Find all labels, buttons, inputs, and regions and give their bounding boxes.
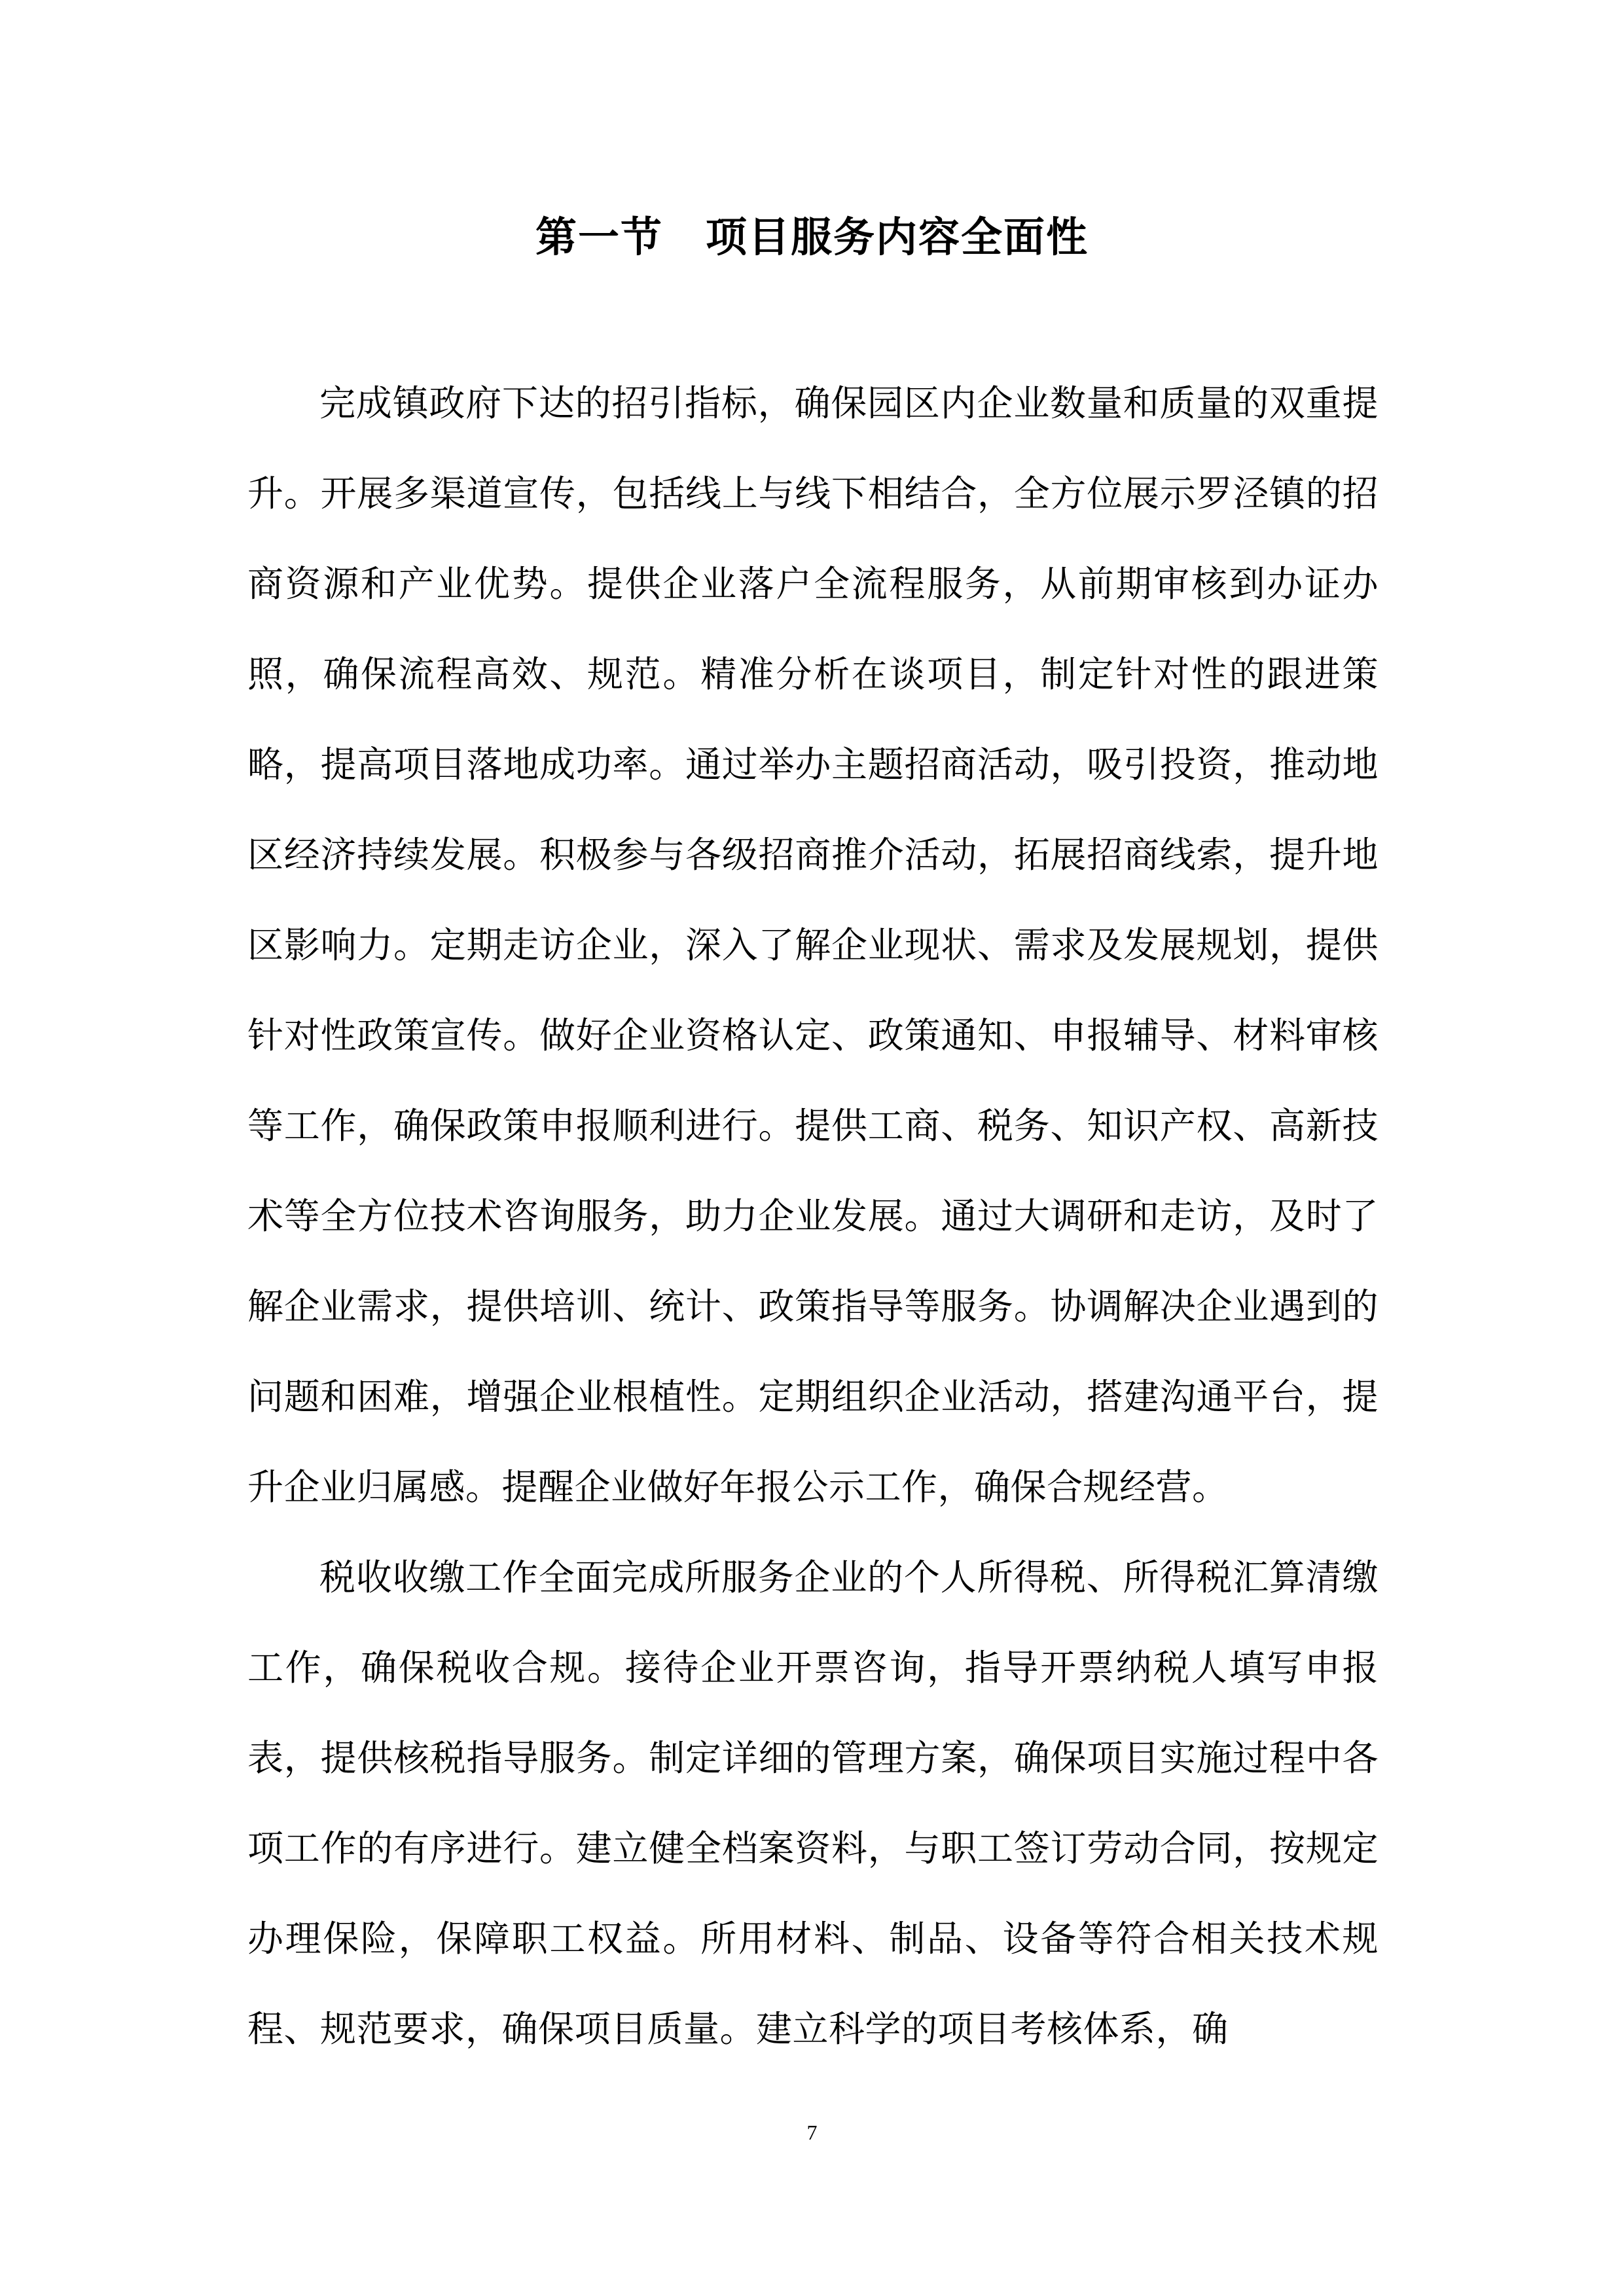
- body-text: [247, 358, 1379, 2074]
- page-number: 7: [806, 2121, 818, 2144]
- paragraph-tax-and-management: 税收收缴工作全面完成所服务企业的个人所得税、所得税汇算清缴工作，确保税收合规。接待企业开票咨询，指导开票纳税人填写申报表，提供核税指导服务。制定详细的管理方案，确保项目实施过程中各项工作的有序进行。建立健全档案资料，与职工签订劳动合同，按规定办理保险，保障职工权益。所用材料、制品、设备等符合相关技术规程、规范要求，确保项目质量。建立科学的项目考核体系，确: [247, 1556, 1379, 2050]
- section-heading: 第一节 项目服务内容全面性: [535, 213, 1089, 261]
- paragraph-investment-services: 完成镇政府下达的招引指标，确保园区内企业数量和质量的双重提升。开展多渠道宣传，包括线上与线下相结合，全方位展示罗泾镇的招商资源和产业优势。提供企业落户全流程服务，从前期审核到办证办照，确保流程高效、规范。精准分析在谈项目，制定针对性的跟进策略，提高项目落地成功率。通过举办主题招商活动，吸引投资，推动地区经济持续发展。积极参与各级招商推介活动，拓展招商线索，提升地区影响力。定期走访企业，深入了解企业现状、需求及发展规划，提供针对性政策宣传。做好企业资格认定、政策通知、申报辅导、材料审核等工作，确保政策申报顺利进行。提供工商、税务、知识产权、高新技术等全方位技术咨询服务，助力企业发展。通过大调研和走访，及时了解企业需求，提供培训、统计、政策指导等服务。协调解决企业遇到的问题和困难，增强企业根植性。定期组织企业活动，搭建沟通平台，提升企业归属感。提醒企业做好年报公示工作，确保合规经营。: [247, 382, 1379, 1508]
